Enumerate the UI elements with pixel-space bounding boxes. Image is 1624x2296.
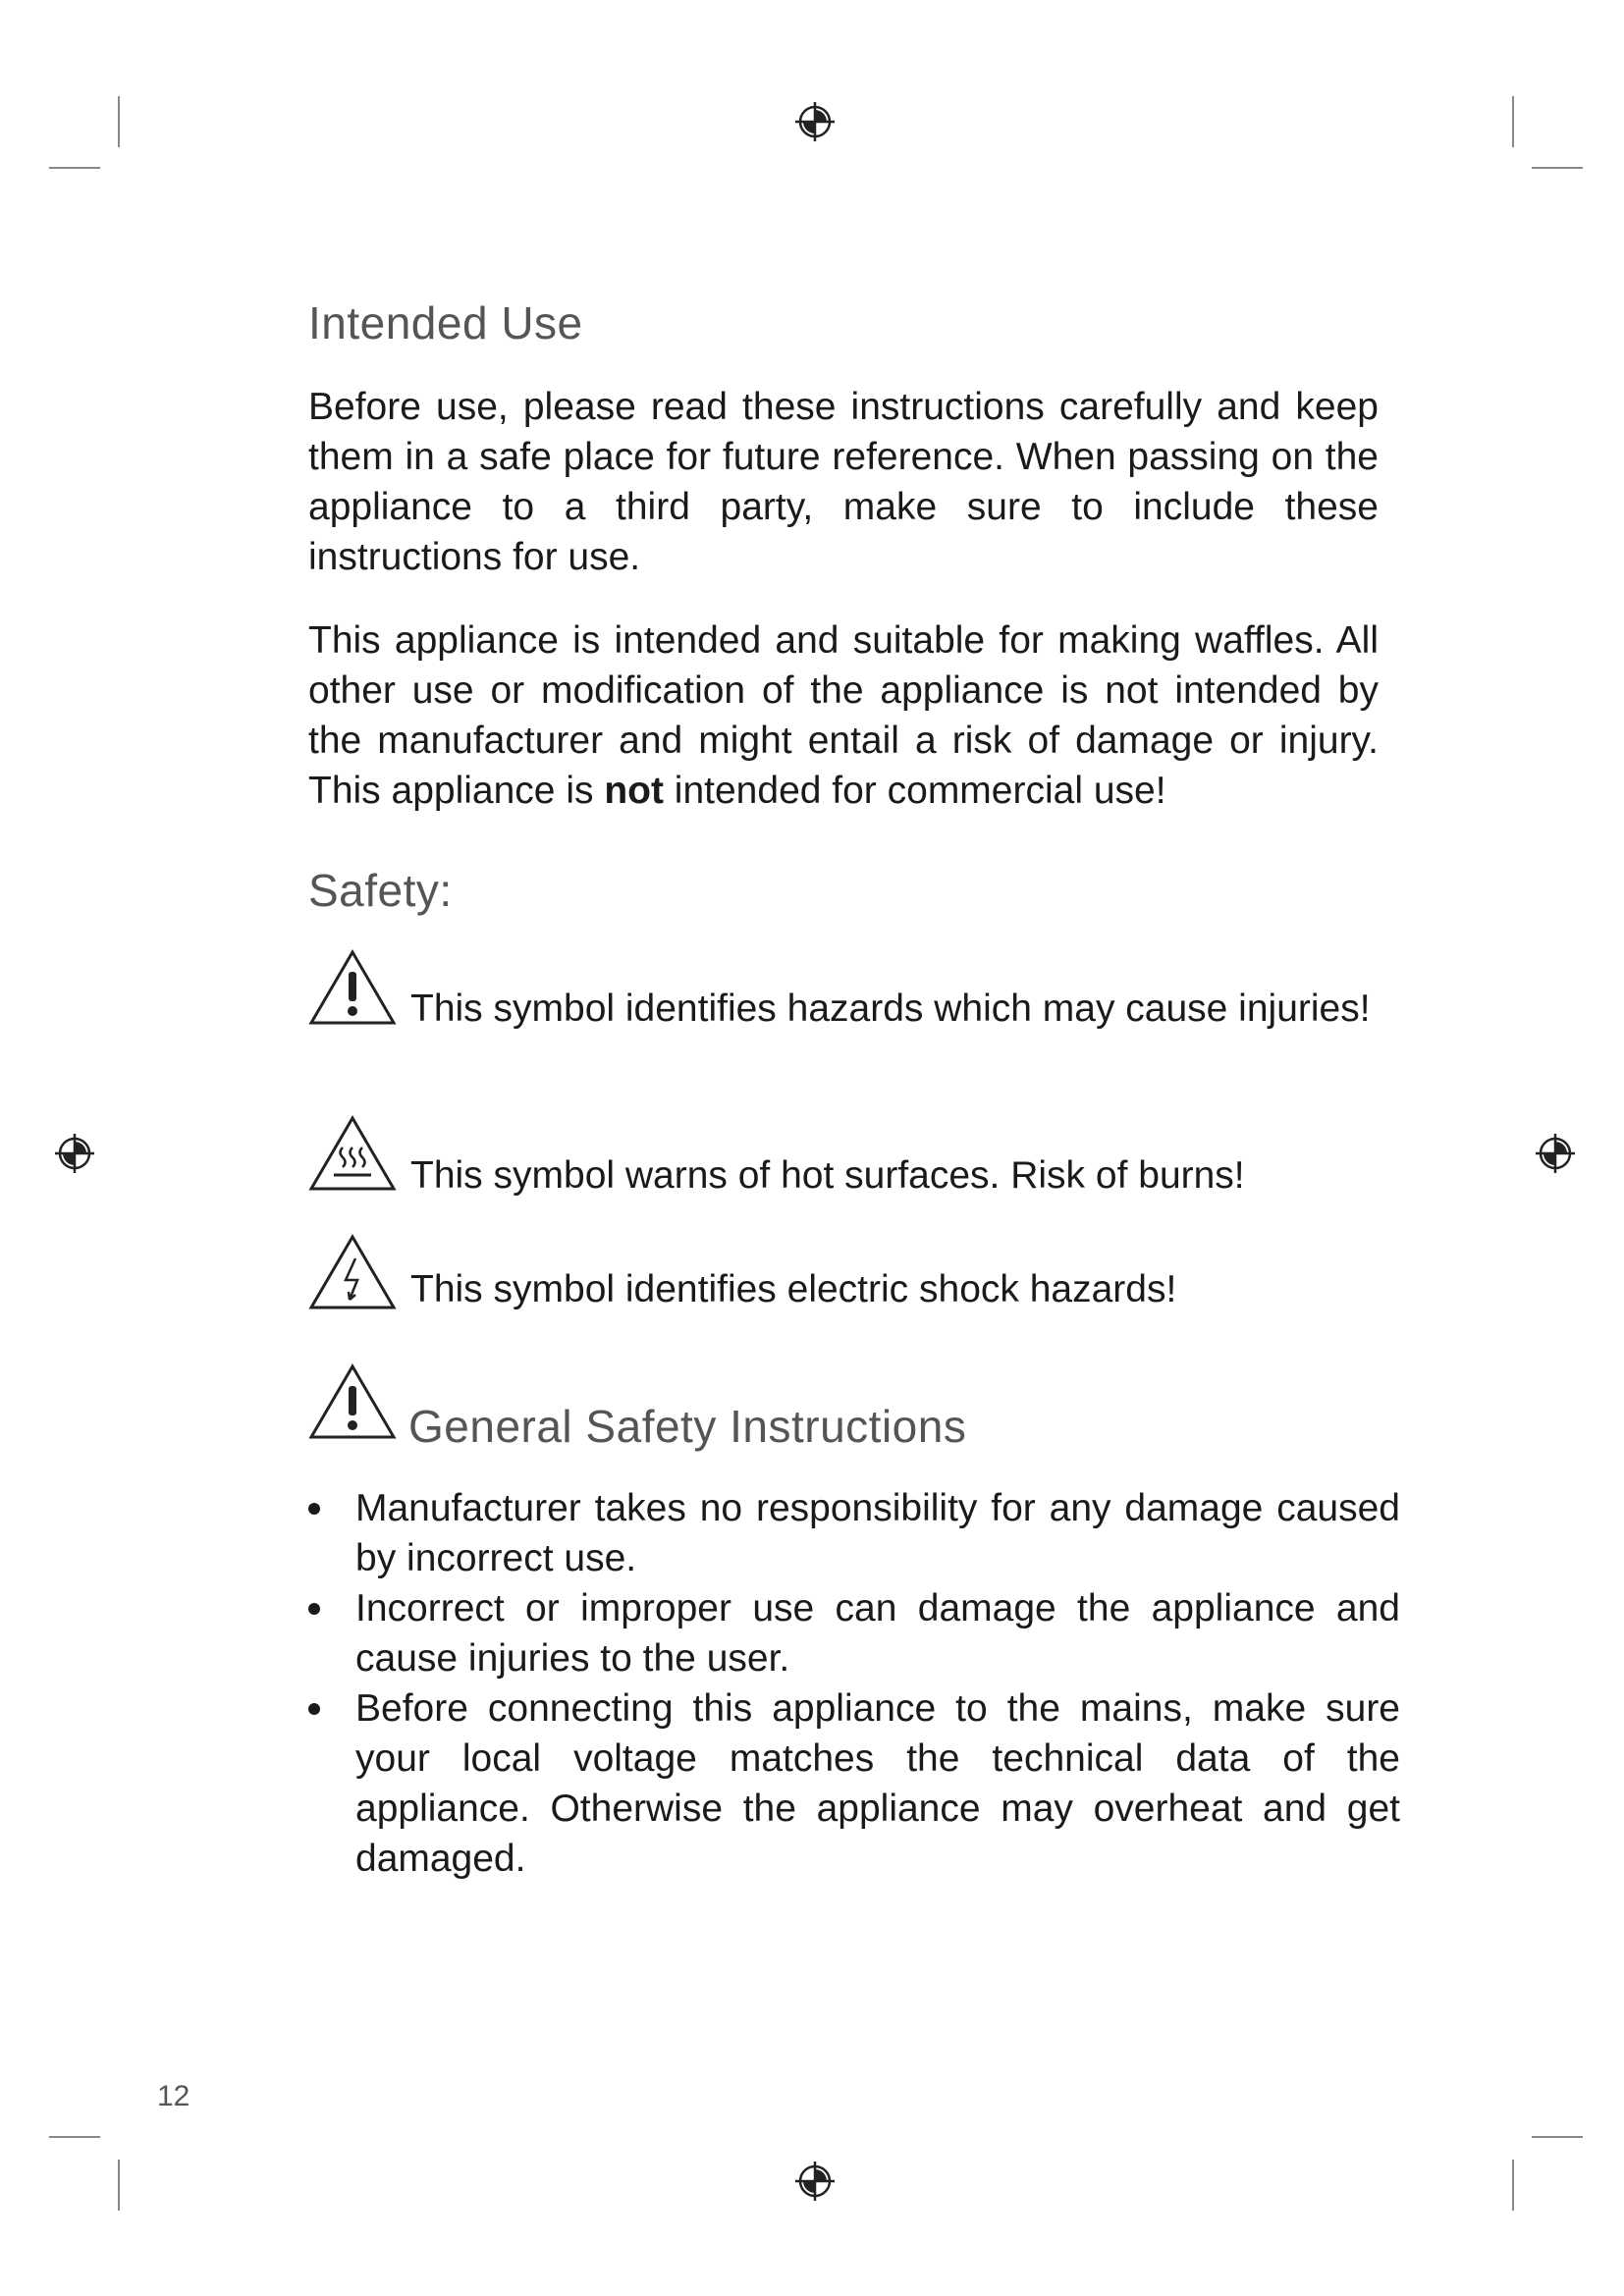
bullet-icon	[308, 1503, 320, 1515]
electric-shock-icon	[308, 1233, 397, 1311]
warning-exclamation-icon	[308, 1362, 397, 1441]
list-item	[308, 1483, 1400, 1583]
safety-heading: Safety:	[308, 865, 453, 916]
registration-mark-icon	[793, 2160, 837, 2203]
list-item	[308, 1583, 1400, 1683]
safety-symbol-text: This symbol warns of hot surfaces. Risk of burns!	[410, 1154, 1245, 1197]
bullet-icon	[308, 1603, 320, 1615]
registration-mark-icon	[53, 1132, 96, 1175]
general-safety-list	[308, 1483, 1400, 1884]
crop-mark	[1512, 2160, 1514, 2211]
crop-mark	[49, 2136, 100, 2138]
hot-surface-icon	[308, 1114, 397, 1193]
general-safety-heading: General Safety Instructions	[408, 1401, 967, 1452]
crop-mark	[49, 167, 100, 169]
crop-mark	[118, 96, 120, 147]
crop-mark	[1512, 96, 1514, 147]
safety-symbol-text: This symbol identifies electric shock hazards!	[410, 1268, 1177, 1310]
intended-use-heading: Intended Use	[308, 297, 583, 348]
warning-exclamation-icon	[308, 948, 397, 1027]
crop-mark	[1532, 167, 1583, 169]
registration-mark-icon	[1534, 1132, 1577, 1175]
intended-use-paragraph-2	[308, 615, 1379, 816]
intended-use-paragraph-1: Before use, please read these instructions carefully and keep them in a safe place for future reference. When passing on the appliance to a third party, make sure to include these instructions for use.	[308, 386, 1379, 578]
crop-mark	[1532, 2136, 1583, 2138]
paragraph-text: This appliance is intended and suitable for making waffles. All other use or modification of the appliance is not intended by the manufacturer and might entail a risk of damage or injury. This appliance is	[308, 619, 1379, 812]
safety-symbol-text: This symbol identifies hazards which may cause injuries!	[410, 988, 1371, 1030]
list-item-text: Before connecting this appliance to the mains, make sure your local voltage matches the technical data of the appliance. Otherwise the appliance may overheat and get damaged.	[355, 1687, 1400, 1880]
paragraph-text: intended for commercial use!	[663, 770, 1166, 812]
bullet-icon	[308, 1703, 320, 1715]
list-item	[308, 1683, 1400, 1884]
list-item-text: Manufacturer takes no responsibility for any damage caused by incorrect use.	[355, 1487, 1400, 1579]
emphasis-not: not	[604, 770, 664, 812]
registration-mark-icon	[793, 100, 837, 143]
page-number: 12	[157, 2080, 190, 2112]
list-item-text: Incorrect or improper use can damage the appliance and cause injuries to the user.	[355, 1587, 1400, 1680]
crop-mark	[118, 2160, 120, 2211]
